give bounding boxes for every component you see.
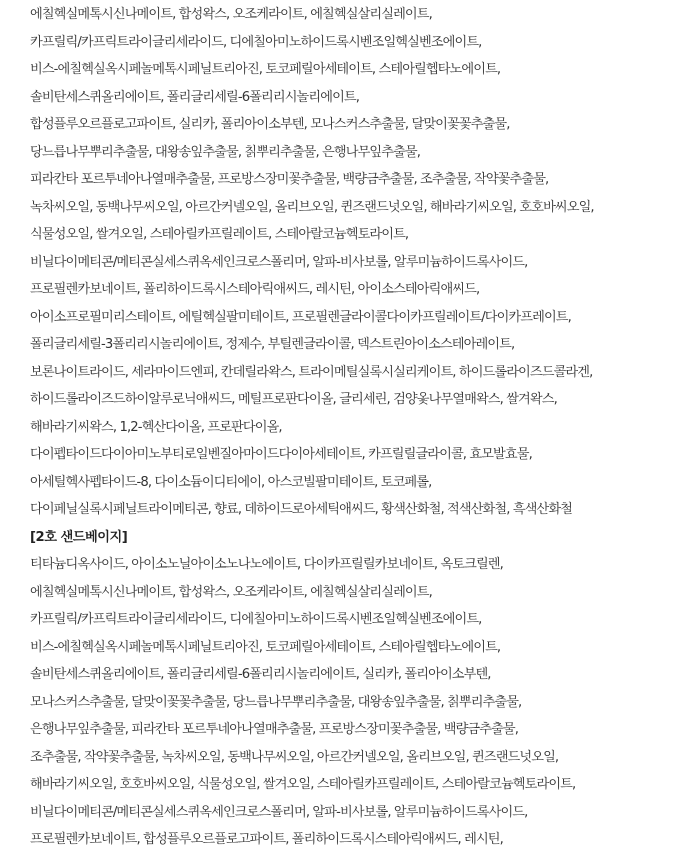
- ingredient-line: 모나스커스추출물, 달맞이꽃꽃추출물, 당느릅나무뿌리추출물, 대왕송잎추출물, 칡뿌리추출물,: [30, 694, 522, 710]
- ingredient-line: 다이펩타이드다이아미노부티로일벤질아마이드다이아세테이트, 카프릴릴글라이콜, 효모발효물,: [30, 447, 532, 462]
- ingredient-line: 비스-에칠헥실옥시페놀메톡시페닐트리아진, 토코페릴아세테이트, 스테아릴헵타노에이트,: [30, 639, 501, 655]
- ingredient-line: 하이드롤라이즈드하이알루로닉애씨드, 메틸프로판다이올, 글리세린, 검양옻나무열매왁스, 쌀겨왁스,: [30, 392, 557, 407]
- ingredient-line: 녹차씨오일, 동백나무씨오일, 아르간커넬오일, 올리브오일, 퀸즈랜드넛오일, 해바라기씨오일, 호호바씨오일,: [30, 199, 594, 215]
- ingredient-line: 비스-에칠헥실옥시페놀메톡시페닐트리아진, 토코페릴아세테이트, 스테아릴헵타노에이트,: [30, 62, 501, 77]
- ingredient-line: 해바라기씨오일, 호호바씨오일, 식물성오일, 쌀겨오일, 스테아릴카프릴레이트, 스테아랄코늄헥토라이트,: [30, 777, 576, 792]
- ingredient-line: 솔비탄세스퀴올리에이트, 폴리글리세릴-6폴리리시놀리에이트, 실리카, 폴리아이소부텐,: [30, 667, 491, 682]
- ingredient-line: 식물성오일, 쌀겨오일, 스테아릴카프릴레이트, 스테아랄코늄헥토라이트,: [30, 227, 409, 242]
- ingredient-line: 은행나무잎추출물, 피라칸타 포르투네아나열매추출물, 프로방스장미꽃추출물, 백량금추출물,: [30, 722, 519, 737]
- ingredients-document: [0, 1, 700, 847]
- ingredient-line: 다이페닐실록시페닐트라이메티콘, 향료, 데하이드로아세틱애씨드, 황색산화철, 적색산화철, 흑색산화철: [30, 502, 572, 517]
- ingredient-line: 폴리글리세릴-3폴리리시놀리에이트, 정제수, 부틸렌글라이콜, 덱스트린아이소스테아레이트,: [30, 337, 515, 352]
- ingredient-line: 당느릅나무뿌리추출물, 대왕송잎추출물, 칡뿌리추출물, 은행나무잎추출물,: [30, 144, 421, 160]
- ingredient-line: 에칠헥실메톡시신나메이트, 합성왁스, 오조케라이트, 에칠헥실살리실레이트,: [30, 7, 432, 22]
- ingredient-line: 프로필렌카보네이트, 합성플루오르플로고파이트, 폴리하이드록시스테아릭애씨드, 레시틴,: [30, 832, 503, 847]
- ingredient-line: 해바라기씨왁스, 1,2-헥산다이올, 프로판다이올,: [30, 419, 282, 435]
- ingredient-line: 비닐다이메티콘/메티콘실세스퀴옥세인크로스폴리머, 알파-비사보롤, 알루미늄하이드록사이드,: [30, 804, 528, 820]
- ingredient-line: 아세틸헥사펩타이드-8, 다이소듐이디티에이, 아스코빌팔미테이트, 토코페롤,: [30, 474, 432, 490]
- ingredient-line: 아이소프로필미리스테이트, 에틸헥실팔미테이트, 프로필렌글라이콜다이카프릴레이트/다이카프레이트,: [30, 309, 571, 325]
- ingredient-line: 카프릴릭/카프릭트라이글리세라이드, 디에칠아미노하이드록시벤조일헥실벤조에이트,: [30, 612, 482, 627]
- ingredient-line: 프로필렌카보네이트, 폴리하이드록시스테아릭애씨드, 레시틴, 아이소스테아릭애씨드,: [30, 282, 480, 297]
- ingredient-line: 피라칸타 포르투네아나열매추출물, 프로방스장미꽃추출물, 백량금추출물, 조추출물, 작약꽃추출물,: [30, 172, 549, 187]
- ingredient-line: 합성플루오르플로고파이트, 실리카, 폴리아이소부텐, 모나스커스추출물, 달맞이꽃꽃추출물,: [30, 117, 510, 132]
- section-heading-2-sand-beige: [2호 샌드베이지]: [30, 529, 128, 545]
- ingredient-line: 보론나이트라이드, 세라마이드엔피, 칸데릴라왁스, 트라이메틸실록시실리케이트, 하이드롤라이즈드콜라겐,: [30, 364, 593, 380]
- ingredient-line: 티타늄디옥사이드, 아이소노닐아이소노나노에이트, 다이카프릴릴카보네이트, 옥토크릴렌,: [30, 557, 503, 572]
- ingredient-line: 에칠헥실메톡시신나메이트, 합성왁스, 오조케라이트, 에칠헥실살리실레이트,: [30, 584, 432, 600]
- ingredient-line: 조추출물, 작약꽃추출물, 녹차씨오일, 동백나무씨오일, 아르간커넬오일, 올리브오일, 퀸즈랜드넛오일,: [30, 749, 559, 765]
- ingredient-line: 카프릴릭/카프릭트라이글리세라이드, 디에칠아미노하이드록시벤조일헥실벤조에이트,: [30, 34, 482, 50]
- ingredient-line: 솔비탄세스퀴올리에이트, 폴리글리세릴-6폴리리시놀리에이트,: [30, 89, 360, 105]
- ingredient-line: 비닐다이메티콘/메티콘실세스퀴옥세인크로스폴리머, 알파-비사보롤, 알루미늄하이드록사이드,: [30, 254, 528, 270]
